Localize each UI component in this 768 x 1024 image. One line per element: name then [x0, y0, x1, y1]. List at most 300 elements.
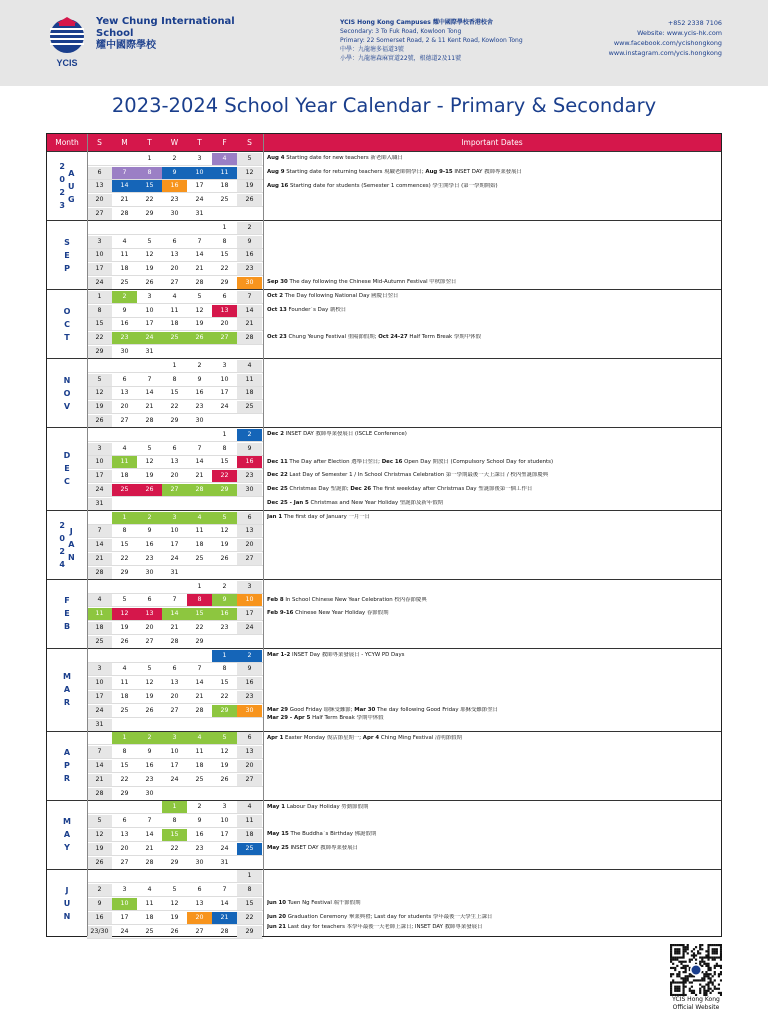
- day-cell: 18: [87, 622, 112, 634]
- week-row: [87, 650, 263, 663]
- day-cell: 19: [120, 623, 129, 631]
- qr-module: [693, 992, 695, 994]
- day-cell: 27: [195, 927, 204, 935]
- day-cell: 15: [187, 608, 212, 620]
- qr-module: [685, 977, 687, 979]
- day-cell: 21: [87, 553, 112, 565]
- day-cell: 6: [147, 596, 152, 604]
- website-link[interactable]: Website: www.ycis-hk.com: [637, 29, 722, 37]
- day-cell: 1: [197, 582, 202, 590]
- day-cell: 2: [237, 429, 262, 441]
- campus-title: YCIS Hong Kong Campuses 耀中國際學校香港校舍: [340, 19, 493, 26]
- day-cell: 25: [87, 636, 112, 648]
- day-cell: [212, 788, 237, 800]
- month-block: [47, 151, 721, 220]
- day-cell: 14: [220, 899, 229, 907]
- day-cell: 10: [170, 527, 179, 535]
- qr-module: [714, 988, 716, 990]
- month-letters-letter: S: [64, 237, 70, 247]
- day-cell: 8: [87, 305, 112, 317]
- day-cell: 4: [237, 801, 262, 813]
- qr-module: [712, 990, 714, 992]
- month-letters-letter: J: [69, 527, 73, 537]
- day-cell: 12: [145, 679, 154, 687]
- day-cell: 3: [162, 512, 187, 524]
- event-entry: [267, 914, 719, 921]
- day-cell: 21: [145, 403, 154, 411]
- day-cell: 5: [212, 732, 237, 744]
- day-cell: 13: [170, 251, 179, 259]
- qr-module: [672, 963, 674, 965]
- qr-module: [699, 952, 701, 954]
- event-entry: [267, 169, 719, 176]
- month-letters-letter: M: [63, 672, 71, 682]
- qr-module: [716, 952, 718, 954]
- qr-module: [680, 956, 682, 958]
- qr-module: [689, 959, 691, 961]
- qr-module: [710, 988, 712, 990]
- day-cell: 25: [120, 706, 129, 714]
- day-cell: 29: [220, 279, 229, 286]
- qr-module: [720, 948, 722, 950]
- day-cell: 17: [220, 389, 229, 397]
- day-cell: 29: [87, 346, 112, 358]
- qr-module: [676, 965, 678, 967]
- month-letters: [64, 236, 70, 275]
- qr-module: [670, 950, 672, 952]
- event-text: Chung Yeung Festival 重陽節假期;: [286, 334, 379, 341]
- qr-module: [680, 967, 682, 969]
- day-cell: [162, 498, 187, 510]
- week-row: [87, 608, 263, 621]
- school-name-en: Yew Chung International School: [96, 16, 235, 39]
- day-cell: 7: [237, 291, 262, 303]
- qr-module: [678, 990, 680, 992]
- day-cell: 9: [87, 898, 112, 910]
- day-cell: 16: [145, 761, 154, 769]
- day-cell: 7: [87, 525, 112, 537]
- week-row: [87, 677, 263, 690]
- qr-module: [699, 946, 701, 948]
- day-cell: 15: [237, 898, 262, 910]
- week-row: [87, 746, 263, 759]
- event-date: Sep 30: [267, 279, 288, 286]
- qr-module: [707, 946, 709, 948]
- qr-module: [699, 948, 701, 950]
- qr-module: [678, 973, 680, 975]
- day-cell: 29: [170, 858, 179, 866]
- day-cell: 19: [145, 472, 154, 480]
- day-cell: [87, 581, 112, 593]
- day-cell: 9: [237, 236, 262, 248]
- day-cell: 29: [195, 637, 204, 645]
- week-row: [87, 180, 263, 193]
- qr-module: [676, 986, 678, 988]
- day-cell: 7: [197, 665, 202, 673]
- day-cell: 23: [237, 470, 262, 482]
- day-cell: 29: [212, 705, 237, 717]
- qr-module: [707, 977, 709, 979]
- day-cell: 13: [87, 180, 112, 192]
- qr-module: [705, 963, 707, 965]
- month-letters-letter: A: [68, 540, 75, 550]
- qr-module: [695, 959, 697, 961]
- day-cell: 26: [145, 706, 154, 714]
- day-cell: [187, 222, 212, 234]
- day-cell: 3: [87, 236, 112, 248]
- qr-module: [712, 948, 714, 950]
- event-entry: [267, 735, 719, 742]
- day-cell: 16: [162, 180, 187, 192]
- day-cell: 7: [87, 746, 112, 758]
- qr-module: [672, 959, 674, 961]
- qr-module: [693, 948, 695, 950]
- event-date: Apr 1: [267, 734, 284, 741]
- day-cell: 18: [145, 913, 154, 921]
- qr-module: [714, 956, 716, 958]
- qr-module: [682, 952, 684, 954]
- day-cell: 28: [120, 210, 129, 217]
- day-cell: 15: [137, 180, 162, 192]
- day-cell: 5: [172, 886, 177, 894]
- day-cell: [237, 498, 262, 510]
- month-label: [47, 649, 87, 731]
- qr-module: [720, 950, 722, 952]
- qr-module: [703, 956, 705, 958]
- header-day: S: [247, 138, 252, 147]
- day-cell: [87, 650, 112, 662]
- week-row: [87, 360, 263, 373]
- qr-module: [707, 954, 709, 956]
- qr-module: [676, 952, 678, 954]
- day-cell: 20: [170, 692, 179, 700]
- month-block: [47, 731, 721, 800]
- qr-module: [670, 984, 672, 986]
- day-cell: 1: [237, 870, 262, 882]
- event-text: Easter Monday 復活節星期一;: [283, 734, 363, 741]
- qr-module: [682, 965, 684, 967]
- qr-module: [718, 984, 720, 986]
- day-cell: 22: [220, 692, 229, 700]
- day-cell: 27: [212, 332, 237, 344]
- day-cell: 17: [145, 320, 154, 328]
- qr-module: [707, 965, 709, 967]
- month-letters-letter: F: [64, 596, 70, 606]
- year-label: [59, 160, 65, 212]
- day-cell: 30: [195, 417, 204, 424]
- day-cell: 6: [172, 665, 177, 673]
- day-cell: 14: [237, 305, 262, 317]
- qr-module: [718, 988, 720, 990]
- event-date: Aug 9-15: [425, 168, 453, 175]
- qr-module: [718, 992, 720, 994]
- day-cell: [87, 429, 112, 441]
- week-row: [87, 732, 263, 745]
- qr-module: [705, 950, 707, 952]
- day-cell: 30: [195, 858, 204, 866]
- day-cell: 10: [220, 817, 229, 825]
- day-cell: 3: [197, 154, 202, 162]
- day-cell: 25: [120, 279, 129, 286]
- qr-module: [701, 986, 703, 988]
- month-letters-letter: O: [63, 306, 71, 316]
- day-cell: 23: [237, 263, 262, 275]
- week-row: [87, 236, 263, 249]
- qr-module: [705, 971, 707, 973]
- day-cell: 28: [195, 279, 204, 286]
- qr-module: [674, 981, 676, 983]
- event-date: Mar 29: [267, 706, 289, 713]
- qr-module: [674, 967, 676, 969]
- month-letters-letter: M: [63, 817, 71, 827]
- qr-module: [691, 981, 693, 983]
- month-letters-letter: P: [64, 263, 70, 273]
- day-cell: 1: [147, 154, 152, 162]
- qr-module: [712, 981, 714, 983]
- qr-module: [699, 990, 701, 992]
- month-label: [47, 221, 87, 289]
- instagram-link[interactable]: www.instagram.com/ycis.hongkong: [608, 49, 722, 57]
- qr-module: [670, 986, 672, 988]
- day-cell: 22: [170, 844, 179, 852]
- event-entry: [267, 597, 719, 604]
- day-cell: 4: [122, 665, 127, 673]
- day-cell: 9: [237, 663, 262, 675]
- qr-module: [687, 952, 689, 954]
- day-cell: 1: [222, 430, 227, 438]
- qr-module: [682, 954, 684, 956]
- day-cell: 13: [120, 830, 129, 838]
- month-letters-letter: E: [64, 609, 70, 619]
- day-cell: [237, 788, 262, 800]
- day-cell: 24: [87, 705, 112, 717]
- qr-module: [703, 977, 705, 979]
- qr-module: [707, 984, 709, 986]
- qr-module: [680, 963, 682, 965]
- qr-module: [680, 981, 682, 983]
- qr-module: [714, 950, 716, 952]
- day-cell: [162, 429, 187, 441]
- qr-module: [682, 986, 684, 988]
- day-cell: 8: [222, 665, 227, 673]
- qr-module: [710, 992, 712, 994]
- facebook-link[interactable]: www.facebook.com/ycishongkong: [613, 39, 722, 47]
- day-cell: 13: [170, 679, 179, 687]
- qr-module: [685, 979, 687, 981]
- qr-module: [685, 961, 687, 963]
- day-cell: 14: [195, 251, 204, 259]
- qr-module: [699, 988, 701, 990]
- day-cell: [162, 650, 187, 662]
- day-cell: [212, 346, 237, 358]
- week-row: [87, 484, 263, 497]
- qr-module: [685, 975, 687, 977]
- qr-module: [689, 990, 691, 992]
- day-cell: 12: [237, 167, 262, 179]
- qr-module: [676, 975, 678, 977]
- day-cell: 3: [122, 886, 127, 894]
- qr-module: [707, 973, 709, 975]
- day-cell: 20: [170, 472, 179, 480]
- event-text: Starting date for students (Semester 1 commences) 學生開學日 (第一學期開始): [288, 182, 498, 189]
- qr-module: [687, 979, 689, 981]
- qr-module: [707, 981, 709, 983]
- qr-module: [670, 967, 672, 969]
- day-cell: 15: [162, 829, 187, 841]
- day-cell: 1: [162, 801, 187, 813]
- month-letters-letter: J: [65, 886, 69, 896]
- day-cell: [137, 719, 162, 731]
- qr-module: [685, 950, 687, 952]
- event-date: Mar 30: [354, 706, 376, 713]
- qr-module: [701, 979, 703, 981]
- day-cell: 12: [195, 306, 204, 314]
- day-cell: 24: [87, 484, 112, 496]
- day-cell: 6: [197, 886, 202, 894]
- event-entry: [267, 431, 719, 438]
- day-cell: 8: [222, 237, 227, 245]
- day-cell: 12: [220, 527, 229, 535]
- event-entry: [267, 715, 719, 722]
- day-cell: 26: [220, 775, 229, 783]
- day-cell: [212, 636, 237, 648]
- day-cell: 26: [120, 637, 129, 645]
- event-date: Dec 2: [267, 431, 284, 437]
- qr-code[interactable]: [670, 944, 722, 996]
- qr-module: [695, 954, 697, 956]
- event-date: Apr 4: [362, 734, 380, 741]
- qr-module: [672, 944, 674, 946]
- month-letters: [68, 525, 75, 564]
- event-date: Dec 22: [267, 472, 288, 479]
- day-cell: 14: [145, 389, 154, 397]
- week-row: [87, 843, 263, 856]
- event-entry: [267, 459, 719, 466]
- qr-module: [701, 956, 703, 958]
- day-cell: 14: [87, 760, 112, 772]
- day-cell: 24: [120, 927, 129, 935]
- qr-module: [676, 959, 678, 961]
- qr-module: [682, 944, 684, 946]
- contact-info: [560, 18, 722, 58]
- qr-module: [682, 981, 684, 983]
- month-letters-letter: R: [63, 698, 71, 708]
- qr-module: [685, 969, 687, 971]
- qr-module: [705, 990, 707, 992]
- event-text: Open Day 開放日 (Compulsory School Day for students): [402, 458, 554, 465]
- qr-module: [674, 956, 676, 958]
- qr-module: [714, 965, 716, 967]
- day-cell: 11: [112, 456, 137, 468]
- qr-module: [687, 977, 689, 979]
- day-cell: 4: [122, 444, 127, 452]
- qr-module: [674, 986, 676, 988]
- day-cell: [187, 719, 212, 731]
- qr-module: [678, 944, 680, 946]
- qr-caption: [660, 996, 732, 1012]
- qr-module: [701, 944, 703, 946]
- day-cell: 18: [195, 761, 204, 769]
- event-date: May 15: [267, 831, 289, 838]
- day-cell: 31: [220, 858, 229, 866]
- day-cell: 27: [120, 858, 129, 866]
- day-cell: 11: [170, 306, 179, 314]
- day-cell: [212, 870, 237, 882]
- day-cell: 3: [222, 361, 227, 369]
- month-letters-letter: N: [63, 375, 71, 385]
- event-date: Jun 10: [267, 900, 287, 907]
- event-text: The first weekday after Christmas Day 聖誕節後第一個工作日: [371, 486, 533, 493]
- month-letters: [64, 305, 71, 344]
- day-cell: 5: [147, 444, 152, 452]
- day-cell: 30: [145, 568, 154, 576]
- qr-module: [716, 988, 718, 990]
- campus-line: 小學：九龍塘森麻實道22號，根德道2及11號: [340, 55, 462, 62]
- day-cell: 18: [195, 541, 204, 549]
- day-cell: 17: [87, 691, 112, 703]
- qr-module: [691, 990, 693, 992]
- year-label-letter: 3: [59, 201, 65, 210]
- event-text: The day following the Chinese Mid-Autumn Festival 中秋節翌日: [287, 279, 457, 286]
- day-cell: 2: [237, 222, 262, 234]
- day-cell: 22: [170, 403, 179, 411]
- day-cell: 1: [172, 361, 177, 369]
- day-cell: 3: [87, 663, 112, 675]
- week-row: [87, 691, 263, 704]
- qr-module: [670, 975, 672, 977]
- day-cell: [87, 732, 112, 744]
- day-cell: 30: [237, 705, 262, 717]
- qr-module: [674, 969, 676, 971]
- day-cell: 19: [237, 180, 262, 192]
- day-cell: 15: [120, 541, 129, 549]
- day-cell: 11: [237, 374, 262, 386]
- qr-module: [710, 969, 712, 971]
- qr-module: [670, 981, 672, 983]
- event-date: Mar 1-2: [267, 651, 291, 658]
- qr-module: [707, 969, 709, 971]
- qr-module: [687, 965, 689, 967]
- qr-module: [720, 965, 722, 967]
- qr-module: [678, 986, 680, 988]
- day-cell: [162, 222, 187, 234]
- day-cell: 11: [145, 899, 154, 907]
- day-cell: 28: [87, 788, 112, 800]
- header-month: Month: [55, 138, 79, 147]
- day-cell: [162, 346, 187, 358]
- day-cell: 17: [170, 761, 179, 769]
- day-cell: [87, 801, 112, 813]
- week-row: [87, 926, 263, 939]
- day-cell: 27: [237, 774, 262, 786]
- day-cell: [187, 429, 212, 441]
- day-cell: 1: [112, 732, 137, 744]
- day-cell: 9: [147, 527, 152, 535]
- day-cell: 21: [237, 318, 262, 330]
- day-cell: 9: [237, 443, 262, 455]
- day-cell: 6: [222, 292, 227, 300]
- event-text: INSET DAY 教師專業發展日 (ISCLE Conference): [283, 431, 407, 437]
- qr-module: [710, 977, 712, 979]
- day-cell: 21: [195, 472, 204, 480]
- day-cell: 24: [170, 775, 179, 783]
- event-text: Half Term Break 學期中休假: [407, 334, 481, 341]
- day-cell: [112, 429, 137, 441]
- qr-module: [714, 952, 716, 954]
- day-cell: [112, 360, 137, 372]
- month-label: [47, 428, 87, 510]
- qr-module: [710, 956, 712, 958]
